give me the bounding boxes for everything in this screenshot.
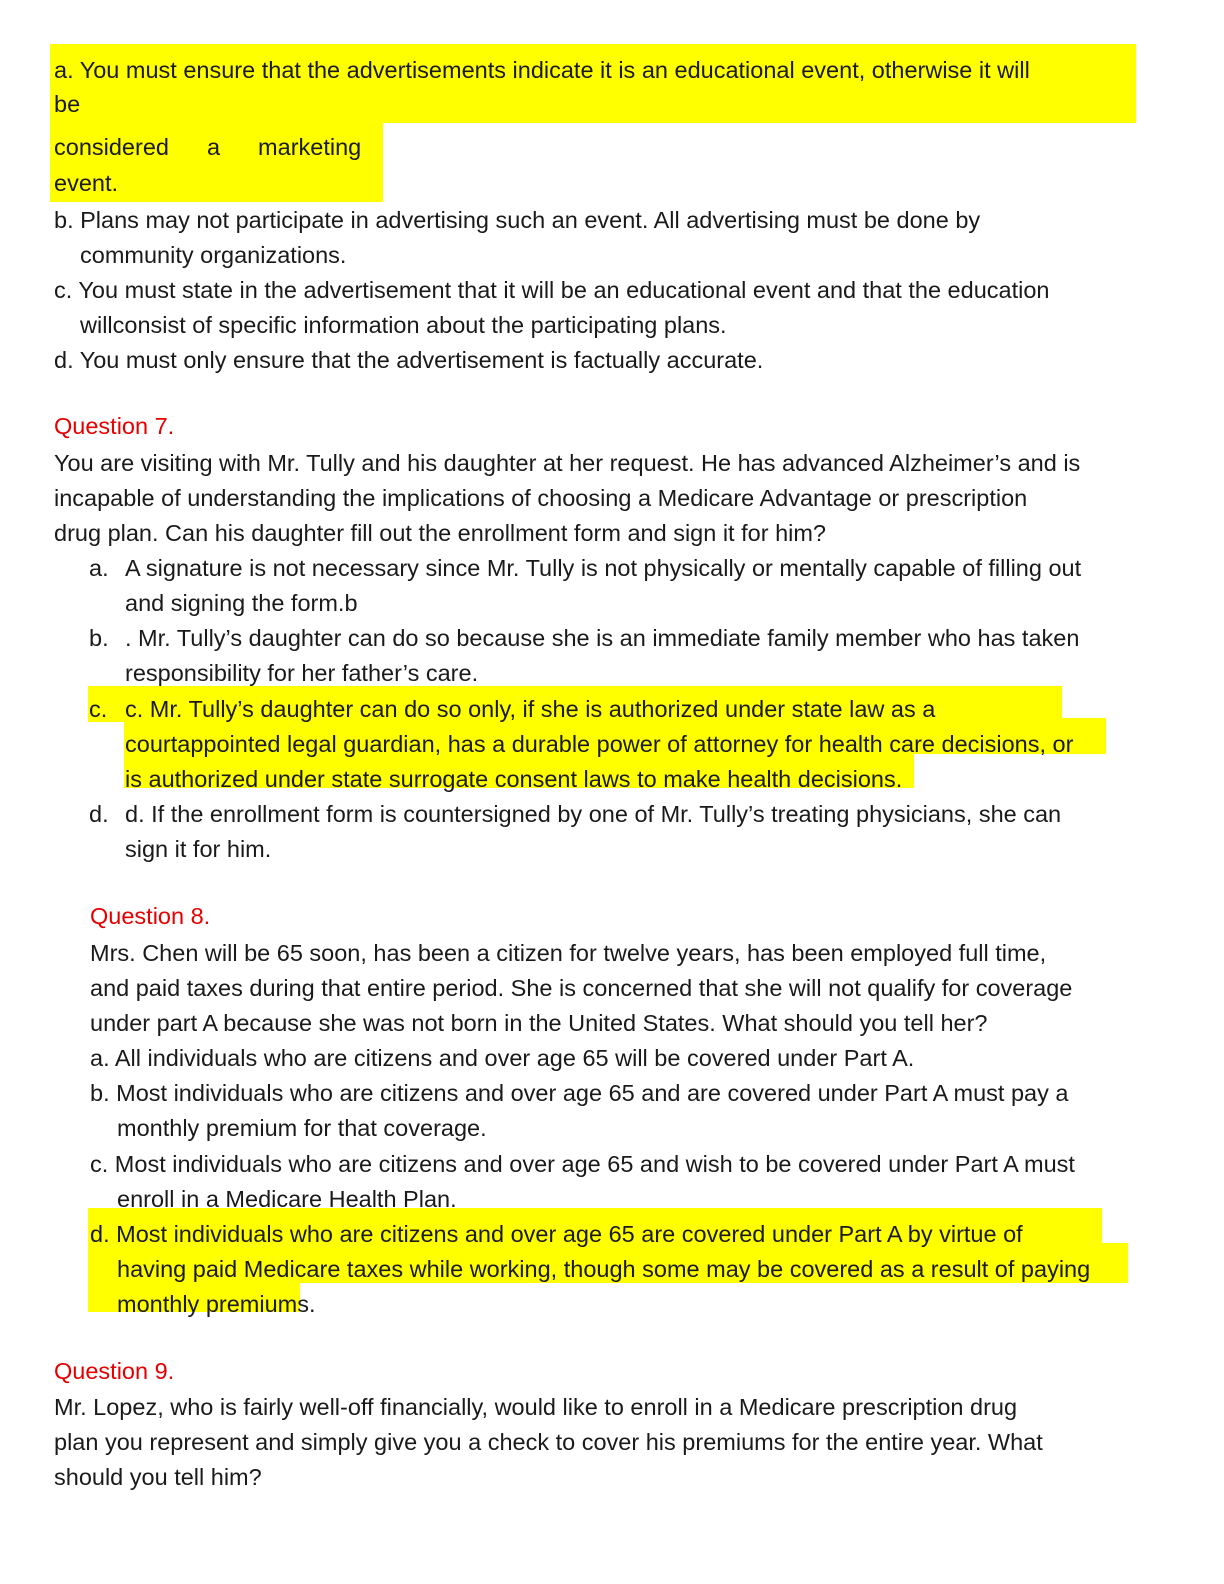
word-considered: considered (54, 134, 169, 160)
q6-option-a-line-2: be (54, 91, 81, 117)
q6-option-a-line-4: event. (54, 170, 119, 196)
q8-option-d-line-3: monthly premiums. (117, 1291, 316, 1317)
q8-option-c-line-1: c. Most individuals who are citizens and over age 65 and wish to be covered under Part A must (90, 1151, 1075, 1177)
q8-stem-line-3: under part A because she was not born in the United States. What should you tell her? (90, 1010, 988, 1036)
q8-stem-line-2: and paid taxes during that entire period. She is concerned that she will not qualify for coverage (90, 975, 1073, 1001)
word-marketing: marketing (258, 134, 362, 160)
q7-option-a-line-2: and signing the form.b (125, 590, 358, 616)
q8-heading: Question 8. (90, 903, 211, 929)
q7-option-c-line-2: courtappointed legal guardian, has a durable power of attorney for health care decisions, or (125, 731, 1074, 757)
q8-option-c-line-2: enroll in a Medicare Health Plan. (117, 1186, 457, 1212)
q7-option-d-line-1: d. If the enrollment form is countersigned by one of Mr. Tully’s treating physicians, she can (125, 801, 1062, 827)
q7-option-a-line-1: A signature is not necessary since Mr. Tully is not physically or mentally capable of filling out (125, 555, 1082, 581)
q7-stem-line-3: drug plan. Can his daughter fill out the enrollment form and sign it for him? (54, 520, 827, 546)
q6-option-b-line-2: community organizations. (80, 242, 347, 268)
q6-option-a-line-3 (54, 130, 361, 164)
q7-option-a-marker: a. (89, 555, 109, 581)
q7-option-d-marker: d. (89, 801, 109, 827)
q7-option-d-line-2: sign it for him. (125, 836, 272, 862)
word-a: a (206, 134, 221, 160)
q8-option-b-line-2: monthly premium for that coverage. (117, 1115, 487, 1141)
q8-stem-line-1: Mrs. Chen will be 65 soon, has been a citizen for twelve years, has been employed full time, (90, 940, 1047, 966)
q7-heading: Question 7. (54, 413, 175, 439)
q6-option-d-line-1: d. You must only ensure that the advertisement is factually accurate. (54, 347, 764, 373)
q6-option-a-line-1: a. You must ensure that the advertisements indicate it is an educational event, otherwise it will (54, 57, 1030, 83)
q9-stem-line-1: Mr. Lopez, who is fairly well-off financially, would like to enroll in a Medicare prescription drug (54, 1394, 1018, 1420)
q7-stem-line-1: You are visiting with Mr. Tully and his daughter at her request. He has advanced Alzheimer’s and is (54, 450, 1081, 476)
q8-option-d-line-1: d. Most individuals who are citizens and over age 65 are covered under Part A by virtue of (90, 1221, 1023, 1247)
q7-stem-line-2: incapable of understanding the implications of choosing a Medicare Advantage or prescription (54, 485, 1028, 511)
q7-option-c-marker: c. (89, 696, 108, 722)
q7-option-b-line-1: . Mr. Tully’s daughter can do so because she is an immediate family member who has taken (125, 625, 1080, 651)
q8-option-a-line-1: a. All individuals who are citizens and over age 65 will be covered under Part A. (90, 1045, 915, 1071)
q7-option-b-marker: b. (89, 625, 109, 651)
q9-stem-line-2: plan you represent and simply give you a check to cover his premiums for the entire year. What (54, 1429, 1043, 1455)
q6-option-c-line-1: c. You must state in the advertisement that it will be an educational event and that the education (54, 277, 1050, 303)
q9-heading: Question 9. (54, 1358, 175, 1384)
q6-option-c-line-2: willconsist of specific information about the participating plans. (80, 312, 727, 338)
q7-option-c-line-3: is authorized under state surrogate consent laws to make health decisions. (125, 766, 903, 792)
q9-stem-line-3: should you tell him? (54, 1464, 262, 1490)
q7-option-b-line-2: responsibility for her father’s care. (125, 660, 479, 686)
q7-option-c-line-1: c. Mr. Tully’s daughter can do so only, if she is authorized under state law as a (125, 696, 936, 722)
q8-option-d-line-2: having paid Medicare taxes while working, though some may be covered as a result of paying (117, 1256, 1091, 1282)
q8-option-b-line-1: b. Most individuals who are citizens and over age 65 and are covered under Part A must pay a (90, 1080, 1069, 1106)
q6-option-b-line-1: b. Plans may not participate in advertising such an event. All advertising must be done by (54, 207, 981, 233)
